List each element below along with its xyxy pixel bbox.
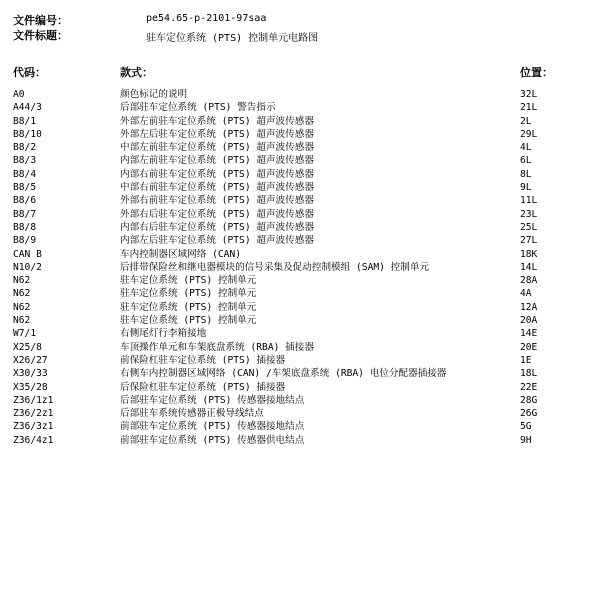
- list-item: [0, 248, 605, 261]
- component-code: N62: [13, 275, 31, 287]
- component-description: 右侧车内控制器区域网络 (CAN) /车架底盘系统 (RBA) 电位分配器插接器: [120, 368, 447, 380]
- component-position: 8L: [520, 168, 532, 180]
- component-description: 中部右前驻车定位系统 (PTS) 超声波传感器: [120, 182, 314, 194]
- component-position: 28G: [520, 394, 538, 406]
- list-item: [0, 168, 605, 181]
- component-position: 5G: [520, 421, 532, 433]
- list-item: [0, 274, 605, 287]
- component-position: 12A: [520, 301, 538, 313]
- component-position: 25L: [520, 221, 538, 233]
- component-description: 中部左前驻车定位系统 (PTS) 超声波传感器: [120, 142, 314, 154]
- component-code: N62: [13, 288, 31, 300]
- list-item: [0, 181, 605, 194]
- list-item: [0, 287, 605, 300]
- component-position: 18L: [520, 368, 538, 380]
- component-description: 后保险杠驻车定位系统 (PTS) 插接器: [120, 381, 286, 393]
- list-item: [0, 115, 605, 128]
- component-list: [0, 88, 605, 447]
- list-item: [0, 341, 605, 354]
- list-item: [0, 434, 605, 447]
- component-code: N62: [13, 301, 31, 313]
- component-description: 车内控制器区域网络 (CAN): [120, 248, 241, 260]
- component-position: 23L: [520, 208, 538, 220]
- component-description: 外部右前驻车定位系统 (PTS) 超声波传感器: [120, 195, 314, 207]
- component-position: 14E: [520, 328, 538, 340]
- component-code: B8/5: [13, 182, 37, 194]
- component-code: B8/1: [13, 115, 37, 127]
- list-item: [0, 354, 605, 367]
- component-position: 1E: [520, 354, 532, 366]
- column-header-code: 代码：: [13, 66, 46, 79]
- component-code: B8/3: [13, 155, 37, 167]
- component-description: 外部左后驻车定位系统 (PTS) 超声波传感器: [120, 128, 314, 140]
- doc-number-value: pe54.65-p-2101-97saa: [146, 13, 267, 24]
- list-item: [0, 327, 605, 340]
- list-item: [0, 420, 605, 433]
- component-description: 驻车定位系统 (PTS) 控制单元: [120, 301, 257, 313]
- component-description: 驻车定位系统 (PTS) 控制单元: [120, 288, 257, 300]
- component-position: 20E: [520, 341, 538, 353]
- component-position: 27L: [520, 235, 538, 247]
- component-position: 4L: [520, 142, 532, 154]
- component-description: 前部驻车定位系统 (PTS) 传感器接地结点: [120, 421, 305, 433]
- component-position: 20A: [520, 315, 538, 327]
- list-item: [0, 128, 605, 141]
- component-description: 内部左前驻车定位系统 (PTS) 超声波传感器: [120, 155, 314, 167]
- component-description: 外部右后驻车定位系统 (PTS) 超声波传感器: [120, 208, 314, 220]
- component-description: 后部驻车定位系统 (PTS) 警告指示: [120, 102, 276, 114]
- component-code: B8/7: [13, 208, 37, 220]
- component-position: 18K: [520, 248, 538, 260]
- list-item: [0, 234, 605, 247]
- component-description: 前保险杠驻车定位系统 (PTS) 插接器: [120, 354, 286, 366]
- component-code: B8/6: [13, 195, 37, 207]
- component-description: 内部右后驻车定位系统 (PTS) 超声波传感器: [120, 221, 314, 233]
- list-item: [0, 261, 605, 274]
- list-item: [0, 394, 605, 407]
- component-code: Z36/3z1: [13, 421, 54, 433]
- list-item: [0, 301, 605, 314]
- component-code: Z36/4z1: [13, 434, 54, 446]
- component-code: X25/8: [13, 341, 42, 353]
- component-description: 后部驻车系统传感器正极导线结点: [120, 408, 264, 420]
- component-code: B8/4: [13, 168, 37, 180]
- list-item: [0, 141, 605, 154]
- component-description: 车顶操作单元和车架底盘系统 (RBA) 插接器: [120, 341, 314, 353]
- component-position: 29L: [520, 128, 538, 140]
- component-position: 2L: [520, 115, 532, 127]
- list-item: [0, 314, 605, 327]
- component-description: 后部驻车定位系统 (PTS) 传感器接地结点: [120, 394, 305, 406]
- component-description: 颜色标记的说明: [120, 89, 188, 100]
- list-item: [0, 381, 605, 394]
- component-code: N62: [13, 315, 31, 327]
- component-description: 驻车定位系统 (PTS) 控制单元: [120, 275, 257, 287]
- component-code: X35/28: [13, 381, 48, 393]
- component-code: Z36/1z1: [13, 394, 54, 406]
- component-position: 14L: [520, 261, 538, 273]
- component-description: 内部左后驻车定位系统 (PTS) 超声波传感器: [120, 235, 314, 247]
- component-position: 22E: [520, 381, 538, 393]
- doc-number-label: 文件编号：: [13, 14, 68, 27]
- component-code: B8/9: [13, 235, 37, 247]
- component-code: W7/1: [13, 328, 37, 340]
- doc-title-value: 驻车定位系统 (PTS) 控制单元电路图: [146, 33, 319, 44]
- component-code: CAN B: [13, 248, 42, 260]
- column-header-position: 位置：: [520, 66, 553, 79]
- component-description: 后排带保险丝和继电器模块的信号采集及促动控制模组 (SAM) 控制单元: [120, 261, 430, 273]
- component-position: 26G: [520, 408, 538, 420]
- component-code: B8/10: [13, 128, 42, 140]
- list-item: [0, 367, 605, 380]
- list-item: [0, 101, 605, 114]
- list-item: [0, 154, 605, 167]
- component-position: 21L: [520, 102, 538, 114]
- list-item: [0, 208, 605, 221]
- component-code: B8/8: [13, 221, 37, 233]
- list-item: [0, 221, 605, 234]
- component-code: Z36/2z1: [13, 408, 54, 420]
- component-description: 驻车定位系统 (PTS) 控制单元: [120, 315, 257, 327]
- component-position: 28A: [520, 275, 538, 287]
- list-item: [0, 407, 605, 420]
- component-description: 右侧尾灯行李箱接地: [120, 328, 207, 340]
- column-header-model: 款式：: [120, 66, 153, 79]
- doc-title-label: 文件标题：: [13, 29, 68, 42]
- component-description: 前部驻车定位系统 (PTS) 传感器供电结点: [120, 434, 305, 446]
- component-code: N10/2: [13, 261, 42, 273]
- component-description: 外部左前驻车定位系统 (PTS) 超声波传感器: [120, 115, 314, 127]
- component-position: 11L: [520, 195, 538, 207]
- list-item: [0, 88, 605, 101]
- list-item: [0, 194, 605, 207]
- component-code: A0: [13, 89, 25, 100]
- component-code: A44/3: [13, 102, 42, 114]
- component-position: 4A: [520, 288, 532, 300]
- component-description: 内部右前驻车定位系统 (PTS) 超声波传感器: [120, 168, 314, 180]
- component-code: X26/27: [13, 354, 48, 366]
- component-position: 9L: [520, 182, 532, 194]
- component-code: X30/33: [13, 368, 48, 380]
- component-position: 9H: [520, 434, 532, 446]
- component-position: 32L: [520, 89, 538, 100]
- component-code: B8/2: [13, 142, 37, 154]
- component-position: 6L: [520, 155, 532, 167]
